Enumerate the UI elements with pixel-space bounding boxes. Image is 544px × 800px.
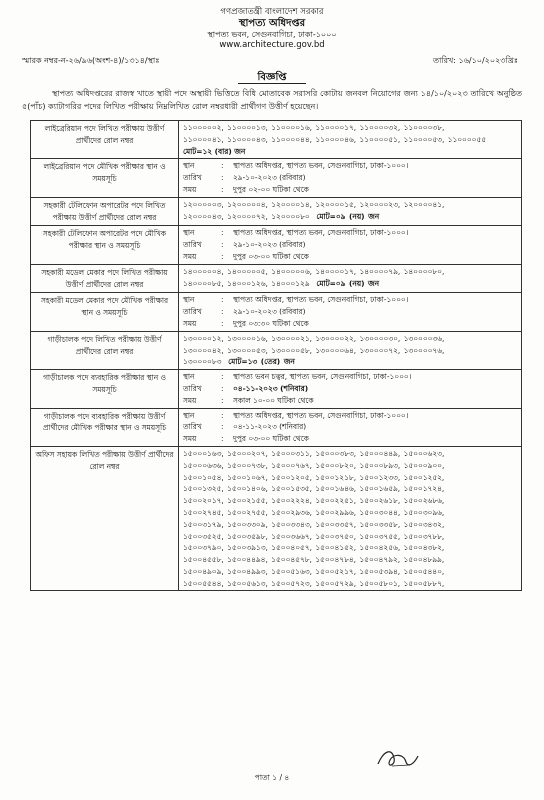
notice-intro: স্থাপত্য অধিদপ্তরের রাজস্ব খাতে স্থায়ী পদে অস্থায়ী ভিত্তিতে বিধি মোতাবেক সরাসরি কোটায় জনবল নিয়োগের জন্য ১৪/১০/২০২৩ তারিখে অনুষ্ঠিত ৫(পাঁচ) ক্যাটাগরির পদের লিখিত পরীক্ষায় নিম্নলিখিত রোল নম্বরধারী প্রার্থীগণ উত্তীর্ণ হয়েছেন।	[22, 89, 522, 111]
schedule-place: স্থান : স্থাপত্য অধিদপ্তর, স্থাপত্য ভবন, সেগুনবাগিচা, ঢাকা-১০০০।	[183, 161, 409, 171]
roll-line: ১৫০০২৭৪৫, ১৫০০২৭৫৫, ১৫০০২৯৩৬, ১৫০০২৯৯৬, ১৫০০৩০৪৪, ১৫০০৩০৯৬,	[183, 507, 445, 517]
schedule	[179, 370, 522, 408]
schedule-time: সময় : দুপুর ০৩-০০ ঘটিকা থেকে	[183, 434, 309, 444]
table-row	[31, 293, 522, 331]
roll-line: ১৫০০০১৬৩, ১৫০০০২০৭, ১৫০০০৩১১, ১৫০০০৩৮৩, ১৫০০০৪৪৯, ১৫০০০৬২৩,	[183, 448, 445, 458]
roll-line: ১২০০০০৪৩, ১২০০০০৭২, ১২০০০০৮০ মোট=০৯ (নয়) জন	[183, 211, 380, 221]
signature-mark	[372, 744, 422, 774]
results-table	[30, 120, 522, 591]
schedule-date: তারিখ : ০৪-১১-২০২৩ (শনিবার)	[183, 422, 307, 432]
roll-line: ১৩০০০০৮৩ মোট=১৩ (তের) জন	[183, 357, 295, 367]
row-label: গাড়ীচালক পদে লিখিত পরীক্ষায় উত্তীর্ণ প্রার্থীদের রোল নম্বর	[31, 331, 179, 369]
roll-numbers	[179, 264, 522, 293]
organization-address: স্থাপত্য ভবন, সেগুনবাগিচা, ঢাকা-১০০০	[207, 30, 337, 39]
organization-name: স্থাপত্য অধিদপ্তর	[238, 18, 306, 29]
roll-total: মোট=০৯ (নয়) জন	[316, 278, 380, 288]
title-underline	[238, 83, 306, 84]
row-label: গাড়ীচালক পদে ব্যবহারিক পরীক্ষার স্থান ও সময়সূচি	[31, 370, 179, 408]
page-number: পাতা ১ / ৪	[254, 773, 290, 782]
roll-numbers	[179, 197, 522, 226]
roll-total: মোট=১২ (বার) জন	[183, 146, 246, 156]
roll-total: মোট=১৩ (তের) জন	[228, 357, 295, 367]
row-label: সহকারী মডেল মেকার পদে মৌখিক পরীক্ষার স্থান ও সময়সূচি	[31, 293, 179, 331]
roll-numbers	[179, 121, 522, 159]
notice-title: বিজ্ঞপ্তি	[257, 72, 287, 83]
schedule	[179, 226, 522, 264]
roll-line: ১৫০০৪৯০৯, ১৫০০৪৯৯৩, ১৫০০৫১৬৩, ১৫০০৫২১৭, ১৫০০৫৩৯৪, ১৫০০৫৪৪০,	[183, 566, 445, 576]
schedule-time: সময় : দুপুর ০৩-০০ ঘটিকা থেকে	[183, 251, 309, 261]
row-label: লাইব্রেরিয়ান পদে মৌখিক পরীক্ষার স্থান ও সময়সূচি	[31, 159, 179, 197]
government-name: গণপ্রজাতন্ত্রী বাংলাদেশ সরকার	[220, 7, 324, 17]
organization-website: www.architecture.gov.bd	[219, 40, 325, 50]
roll-line: ১৫০০৩৫২৫, ১৫০০৩৫৯৮, ১৫০০৩৬৬৭, ১৫০০৩৭৫০, ১৫০০৩৭৫৫, ১৫০০৩৭৮৮,	[183, 531, 445, 541]
table-row	[31, 331, 522, 369]
roll-line: ১৩০০০০৪২, ১৩০০০০৫৩, ১৩০০০০৫৮, ১৩০০০০৬৪, ১৩০০০০৭২, ১৩০০০০৭৬,	[183, 345, 445, 355]
schedule	[179, 159, 522, 197]
schedule-date: তারিখ : ২৯-১০-২০২৩ (রবিবার)	[183, 307, 306, 317]
schedule-time: সময় : দুপুর ০৩:৩০ ঘটিকা থেকে	[183, 318, 309, 328]
memo-number: স্মারক নম্বর-ন-২৬/৯৬(অংশ-৪)/১৩১৪/স্থাঃ	[22, 56, 160, 65]
schedule-date: তারিখ : ২৯-১০-২০২৩ (রবিবার)	[183, 240, 306, 250]
table-row	[31, 226, 522, 264]
roll-line: ১৫০০০৬৩৬, ১৫০০০৭৩৮, ১৫০০০৭৬৭, ১৫০০০৮২০, ১৫০০০৮৯৩, ১৫০০০৯০০,	[183, 460, 445, 470]
roll-line: ১৫০০১০৫৪, ১৫০০১০৬৭, ১৫০০১২০৫, ১৫০০১২১৮, ১৫০০১২৩৩, ১৫০০১২৫২,	[183, 472, 445, 482]
roll-line: ১১০০০০৪১, ১১০০০০৪৩, ১১০০০০৪৪, ১১০০০০৪৬, ১১০০০০৫১, ১১০০০০৫৩, ১১০০০০৫৫	[183, 134, 487, 144]
schedule-place: স্থান : স্থাপত্য অধিদপ্তর, স্থাপত্য ভবন, সেগুনবাগিচা, ঢাকা-১০০০।	[183, 228, 409, 238]
schedule	[179, 408, 522, 446]
table-row	[31, 159, 522, 197]
roll-numbers	[179, 331, 522, 369]
schedule-date: তারিখ : ২৯-১০-২০২৩ (রবিবার)	[183, 173, 306, 183]
roll-numbers	[179, 446, 522, 591]
roll-line: ১৫০০৫৫৪৪, ১৫০০৫৬১৩, ১৫০০৫৭২৩, ১৫০০৫৭২৯, ১৫০০৫৮০১, ১৫০০৫৮৮৭,	[183, 578, 445, 588]
schedule	[179, 293, 522, 331]
roll-line: ১৪০০০০০৪, ১৪০০০০০৫, ১৪০০০০০৬, ১৪০০০০১৭, ১৪০০০০৭৯, ১৪০০০০৮০,	[183, 266, 445, 276]
schedule-place: স্থান : স্থাপত্য অধিদপ্তর, স্থাপত্য ভবন, সেগুনবাগিচা, ঢাকা-১০০০।	[183, 295, 409, 305]
row-label: সহকারী টেলিফোন অপারেটর পদে মৌখিক পরীক্ষার স্থান ও সময়সূচি	[31, 226, 179, 264]
row-label: গাড়ীচালক পদে ব্যবহারিক পরীক্ষায় উত্তীর্ণ প্রার্থীদের মৌখিক পরীক্ষার স্থান ও সময়সূচি	[31, 408, 179, 446]
schedule-time: সময় : দুপুর ০২-০০ ঘটিকা থেকে	[183, 184, 309, 194]
schedule-place: স্থান : স্থাপত্য ভবন চত্বর, স্থাপত্য ভবন, সেগুনবাগিচা, ঢাকা-১০০০।	[183, 372, 412, 382]
table-row	[31, 370, 522, 408]
table-row	[31, 121, 522, 159]
schedule-place: স্থান : স্থাপত্য অধিদপ্তর, স্থাপত্য ভবন, সেগুনবাগিচা, ঢাকা-১০০০।	[183, 410, 409, 420]
roll-line: ১৫০০১৩২৫, ১৫০০১৪০৬, ১৫০০১৫৩৫, ১৫০০১৬৪৬, ১৫০০১৬৫৯, ১৫০০১৭২৪,	[183, 484, 445, 494]
roll-line: ১৫০০৩১৭৯, ১৫০০৩৩০৯, ১৫০০৩৩৪৩, ১৫০০৩৩৫৭, ১৫০০৩৩৫৮, ১৫০০৩৪৩২,	[183, 519, 445, 529]
schedule-date: তারিখ : ০৪-১১-২০২৩ (শনিবার)	[183, 383, 309, 393]
roll-line: ১৩০০০০১২, ১৩০০০০১৬, ১৩০০০০২১, ১৩০০০০২২, ১৩০০০০৩০, ১৩০০০০৩৬,	[183, 333, 445, 343]
row-label: সহকারী মডেল মেকার পদে লিখিত পরীক্ষায় উত্তীর্ণ প্রার্থীদের রোল নম্বর	[31, 264, 179, 293]
roll-line: ১৫০০৪৫৫৮, ১৫০০৪৪৯৪, ১৫০০৪৫৭৮, ১৫০০৪৭৮৪, ১৫০০৪৭৯২, ১৫০০৪৮৯৯,	[183, 555, 445, 565]
roll-total: মোট=০৯ (নয়) জন	[316, 211, 380, 221]
roll-line: ১৫০০৩৭৯০, ১৫০০৩৯১৩, ১৫০০৪০৫৭, ১৫০০৪১৫২, ১৫০০৪২৫৬, ১৫০০৪৩৮২,	[183, 543, 445, 553]
roll-line: ১১০০০০০২, ১১০০০০১৩, ১১০০০০১৬, ১১০০০০১৭, ১১০০০০৩২, ১১০০০০৩৮,	[183, 123, 445, 132]
roll-line: ১৪০০০০৮৫, ১৪০০০১২৬, ১৪০০০১২৯ মোট=০৯ (নয়) জন	[183, 278, 380, 288]
memo-date: তারিখ: ১৬/১০/২০২৩খ্রিঃ	[433, 56, 518, 65]
table-row	[31, 264, 522, 293]
row-label: সহকারী টেলিফোন অপারেটর পদে লিখিত পরীক্ষায় উত্তীর্ণ প্রার্থীদের রোল নম্বর	[31, 197, 179, 226]
table-row	[31, 408, 522, 446]
table-row	[31, 446, 522, 591]
table-row	[31, 197, 522, 226]
row-label: লাইব্রেরিয়ান পদে লিখিত পরীক্ষায় উত্তীর্ণ প্রার্থীদের রোল নম্বর	[31, 121, 179, 159]
roll-line: ১২০০০০০৩, ১২০০০০০৪, ১২০০০০১৪, ১২০০০০১৫, ১২০০০০২৩, ১২০০০০৪১,	[183, 199, 445, 209]
row-label: অফিস সহায়ক লিখিত পরীক্ষায় উত্তীর্ণ প্রার্থীদের রোল নম্বর	[31, 446, 179, 591]
roll-line: ১৫০০২০১৭, ১৫০০২১৫৫, ১৫০০২২২৪, ১৫০০২২৫১, ১৫০০২৬১৮, ১৫০০২৬৮৬,	[183, 496, 445, 506]
schedule-time: সময় : সকাল ১০-০০ ঘটিকা থেকে	[183, 395, 314, 405]
